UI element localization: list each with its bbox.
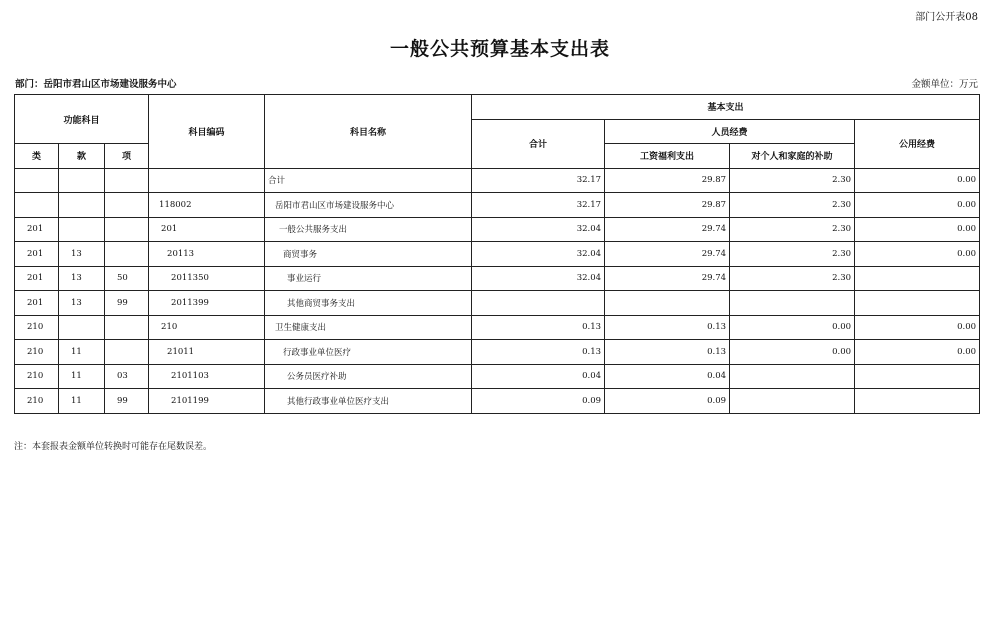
header-row-1: [15, 95, 980, 120]
cell-total: 0.13: [472, 340, 605, 365]
cell-total: 32.17: [472, 168, 605, 193]
cell-lei: 210: [15, 315, 59, 340]
header-xiang: 项: [105, 144, 149, 169]
department-label: 部门：岳阳市君山区市场建设服务中心: [15, 79, 177, 90]
footnote: 注：本套报表金额单位转换时可能存在尾数误差。: [14, 442, 213, 452]
cell-kuan: 11: [59, 364, 105, 389]
table-row: [15, 266, 980, 291]
cell-code: 2011399: [149, 291, 265, 316]
cell-public: [855, 291, 980, 316]
cell-wages: 0.13: [605, 315, 730, 340]
cell-name: 事业运行: [265, 266, 472, 291]
cell-lei: [15, 193, 59, 218]
cell-code: 2101199: [149, 389, 265, 414]
table-body: [15, 168, 980, 413]
cell-name: 商贸事务: [265, 242, 472, 267]
cell-public: 0.00: [855, 168, 980, 193]
cell-lei: 210: [15, 364, 59, 389]
cell-subsidy: 0.00: [730, 315, 855, 340]
header-name: 科目名称: [265, 95, 472, 169]
form-number: 部门公开表08: [915, 12, 978, 23]
cell-kuan: 11: [59, 340, 105, 365]
table-row: [15, 315, 980, 340]
cell-subsidy: [730, 364, 855, 389]
cell-kuan: 13: [59, 266, 105, 291]
table-row: [15, 193, 980, 218]
cell-subsidy: 2.30: [730, 168, 855, 193]
cell-public: [855, 266, 980, 291]
header-func-subject: 功能科目: [15, 95, 149, 144]
header-public: 公用经费: [855, 119, 980, 168]
cell-kuan: 11: [59, 389, 105, 414]
cell-subsidy: 2.30: [730, 242, 855, 267]
cell-name: 其他商贸事务支出: [265, 291, 472, 316]
cell-public: 0.00: [855, 315, 980, 340]
cell-kuan: [59, 315, 105, 340]
cell-kuan: [59, 193, 105, 218]
cell-xiang: [105, 217, 149, 242]
cell-wages: 29.74: [605, 242, 730, 267]
cell-kuan: [59, 168, 105, 193]
cell-name: 卫生健康支出: [265, 315, 472, 340]
cell-total: 32.04: [472, 266, 605, 291]
cell-public: [855, 364, 980, 389]
cell-code: 118002: [149, 193, 265, 218]
table-row: [15, 340, 980, 365]
header-basic-expense: 基本支出: [472, 95, 980, 120]
cell-xiang: 99: [105, 291, 149, 316]
cell-name: 其他行政事业单位医疗支出: [265, 389, 472, 414]
page-title: 一般公共预算基本支出表: [389, 38, 610, 60]
cell-name: 行政事业单位医疗: [265, 340, 472, 365]
cell-kuan: 13: [59, 291, 105, 316]
cell-xiang: [105, 168, 149, 193]
cell-total: 32.04: [472, 217, 605, 242]
cell-xiang: 50: [105, 266, 149, 291]
header-wages: 工资福利支出: [605, 144, 730, 169]
cell-lei: 210: [15, 340, 59, 365]
cell-name: 岳阳市君山区市场建设服务中心: [265, 193, 472, 218]
cell-code: [149, 168, 265, 193]
cell-code: 20113: [149, 242, 265, 267]
cell-code: 2011350: [149, 266, 265, 291]
cell-total: 0.13: [472, 315, 605, 340]
cell-public: 0.00: [855, 217, 980, 242]
cell-lei: 210: [15, 389, 59, 414]
cell-xiang: 03: [105, 364, 149, 389]
cell-name: 公务员医疗补助: [265, 364, 472, 389]
header-subsidy: 对个人和家庭的补助: [730, 144, 855, 169]
header-lei: 类: [15, 144, 59, 169]
cell-xiang: [105, 340, 149, 365]
budget-table: [14, 94, 980, 414]
cell-name: 合计: [265, 168, 472, 193]
table-row: [15, 168, 980, 193]
cell-name: 一般公共服务支出: [265, 217, 472, 242]
cell-total: 32.04: [472, 242, 605, 267]
cell-wages: [605, 291, 730, 316]
cell-subsidy: 0.00: [730, 340, 855, 365]
cell-code: 201: [149, 217, 265, 242]
cell-wages: 29.87: [605, 168, 730, 193]
cell-public: 0.00: [855, 340, 980, 365]
cell-public: 0.00: [855, 242, 980, 267]
cell-wages: 0.09: [605, 389, 730, 414]
cell-public: 0.00: [855, 193, 980, 218]
cell-total: 0.09: [472, 389, 605, 414]
cell-xiang: [105, 315, 149, 340]
cell-wages: 29.87: [605, 193, 730, 218]
cell-subsidy: [730, 291, 855, 316]
cell-wages: 29.74: [605, 217, 730, 242]
cell-total: 32.17: [472, 193, 605, 218]
cell-wages: 29.74: [605, 266, 730, 291]
cell-total: [472, 291, 605, 316]
cell-subsidy: [730, 389, 855, 414]
cell-kuan: 13: [59, 242, 105, 267]
cell-code: 21011: [149, 340, 265, 365]
cell-wages: 0.13: [605, 340, 730, 365]
table-row: [15, 242, 980, 267]
cell-wages: 0.04: [605, 364, 730, 389]
table-row: [15, 291, 980, 316]
cell-lei: 201: [15, 266, 59, 291]
cell-xiang: [105, 193, 149, 218]
cell-lei: 201: [15, 242, 59, 267]
cell-xiang: [105, 242, 149, 267]
cell-public: [855, 389, 980, 414]
cell-lei: [15, 168, 59, 193]
cell-kuan: [59, 217, 105, 242]
table-row: [15, 217, 980, 242]
cell-lei: 201: [15, 291, 59, 316]
cell-subsidy: 2.30: [730, 193, 855, 218]
header-kuan: 款: [59, 144, 105, 169]
header-personnel: 人员经费: [605, 119, 855, 144]
cell-lei: 201: [15, 217, 59, 242]
cell-code: 210: [149, 315, 265, 340]
cell-subsidy: 2.30: [730, 217, 855, 242]
cell-xiang: 99: [105, 389, 149, 414]
header-code: 科目编码: [149, 95, 265, 169]
header-total: 合计: [472, 119, 605, 168]
amount-unit-label: 金额单位：万元: [911, 79, 978, 90]
table-row: [15, 389, 980, 414]
cell-code: 2101103: [149, 364, 265, 389]
cell-total: 0.04: [472, 364, 605, 389]
table-row: [15, 364, 980, 389]
cell-subsidy: 2.30: [730, 266, 855, 291]
